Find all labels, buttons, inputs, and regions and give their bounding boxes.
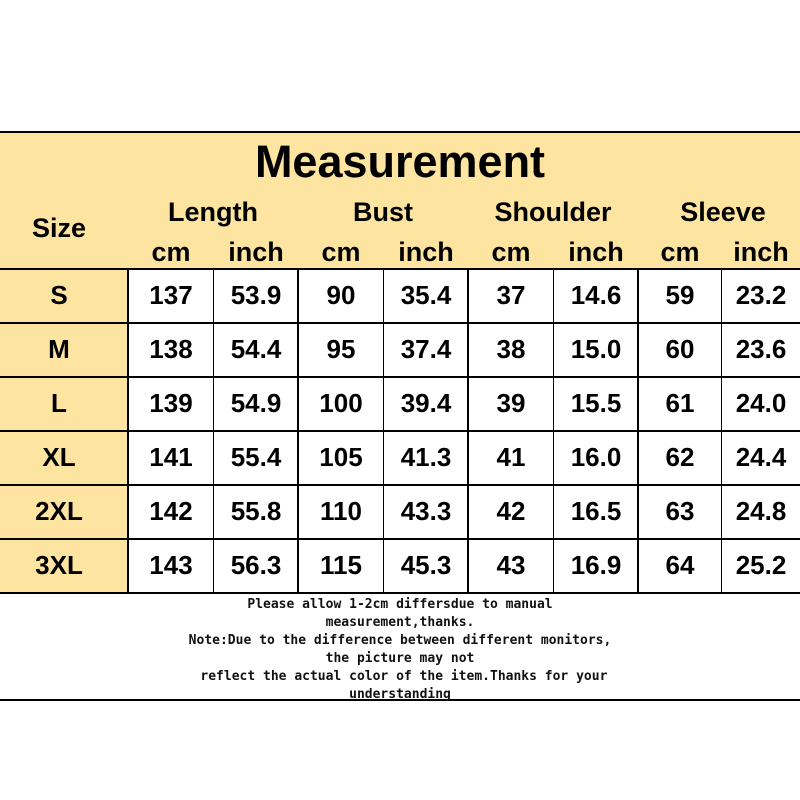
table-cell: 64 <box>665 550 695 580</box>
table-cell: 100 <box>319 388 363 418</box>
table-cell: 39.4 <box>400 388 452 418</box>
table-cell: 16.5 <box>570 496 622 526</box>
table-cell: 110 <box>320 496 362 526</box>
table-cell: 90 <box>326 280 356 310</box>
table-cell: 41 <box>496 442 526 472</box>
table-cell: 62 <box>665 442 695 472</box>
table-cell: 53.9 <box>230 280 282 310</box>
table-cell: 43 <box>496 550 526 580</box>
length-header: Length <box>168 197 258 227</box>
size-header: Size <box>31 213 87 243</box>
table-cell: 16.0 <box>570 442 622 472</box>
note-line: measurement,thanks. <box>325 615 475 630</box>
table-cell: 15.0 <box>570 334 622 364</box>
table-cell: 139 <box>149 388 193 418</box>
shoulder-header: Shoulder <box>494 197 612 227</box>
table-cell: 95 <box>326 334 356 364</box>
table-cell: 56.3 <box>230 550 282 580</box>
sleeve-header: Sleeve <box>680 197 766 227</box>
unit-header: inch <box>228 237 284 267</box>
table-cell: 24.0 <box>735 388 787 418</box>
bust-header: Bust <box>353 197 413 227</box>
table-cell: 115 <box>320 550 362 580</box>
table-cell: 55.8 <box>230 496 282 526</box>
note-line: understanding <box>349 687 451 702</box>
table-cell: 45.3 <box>400 550 452 580</box>
table-cell: 60 <box>665 334 695 364</box>
unit-header: inch <box>398 237 454 267</box>
disclaimer-notes <box>0 594 800 701</box>
note-line: Please allow 1-2cm differsdue to manual <box>247 597 553 612</box>
table-cell: 43.3 <box>400 496 452 526</box>
table-cell: 23.2 <box>735 280 787 310</box>
table-cell: 137 <box>149 280 193 310</box>
table-cell: 41.3 <box>400 442 452 472</box>
size-cell: XL <box>42 442 76 472</box>
table-cell: 141 <box>149 442 193 472</box>
table-cell: 54.9 <box>230 388 282 418</box>
unit-header: inch <box>568 237 624 267</box>
note-line: the picture may not <box>325 651 475 666</box>
chart-title: Measurement <box>254 136 546 187</box>
table-cell: 105 <box>319 442 363 472</box>
size-cell: M <box>48 334 70 364</box>
note-line: reflect the actual color of the item.Thanks for your <box>192 669 608 684</box>
size-cell: S <box>50 280 68 310</box>
table-cell: 42 <box>496 496 526 526</box>
table-cell: 23.6 <box>735 334 787 364</box>
size-chart <box>0 131 800 701</box>
unit-header: cm <box>321 237 361 267</box>
table-cell: 54.4 <box>230 334 282 364</box>
table-cell: 15.5 <box>570 388 622 418</box>
table-cell: 25.2 <box>735 550 787 580</box>
table-cell: 35.4 <box>400 280 452 310</box>
unit-header: cm <box>491 237 531 267</box>
unit-header: inch <box>733 237 789 267</box>
table-cell: 39 <box>496 388 526 418</box>
table-cell: 14.6 <box>570 280 622 310</box>
table-cell: 24.8 <box>735 496 787 526</box>
unit-header: cm <box>660 237 700 267</box>
table-cell: 61 <box>665 388 695 418</box>
table-cell: 138 <box>149 334 193 364</box>
table-cell: 142 <box>149 496 193 526</box>
table-cell: 24.4 <box>735 442 787 472</box>
table-cell: 143 <box>149 550 193 580</box>
table-cell: 37 <box>496 280 526 310</box>
table-cell: 37.4 <box>400 334 452 364</box>
note-line: Note:Due to the difference between different monitors, <box>188 633 612 648</box>
size-cell: L <box>51 388 67 418</box>
table-cell: 16.9 <box>570 550 622 580</box>
unit-header: cm <box>151 237 191 267</box>
table-cell: 59 <box>665 280 695 310</box>
table-cell: 63 <box>665 496 695 526</box>
table-cell: 38 <box>496 334 526 364</box>
table-cell: 55.4 <box>230 442 282 472</box>
size-cell: 3XL <box>35 550 83 580</box>
size-cell: 2XL <box>35 496 83 526</box>
